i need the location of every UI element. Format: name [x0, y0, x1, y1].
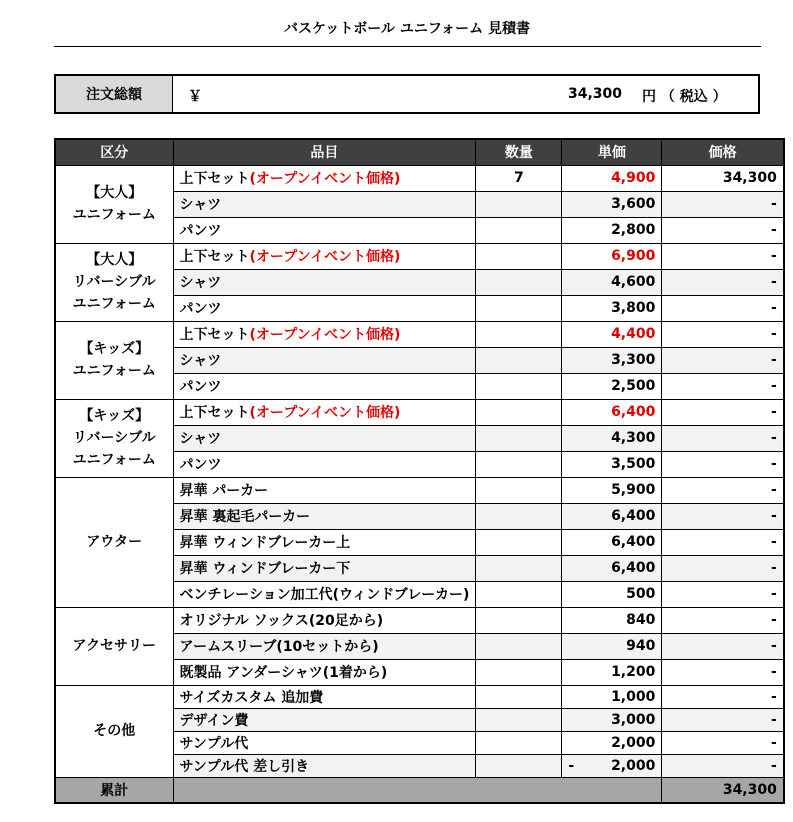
category-cell	[55, 321, 173, 399]
item-cell	[173, 659, 476, 685]
unit-price-cell	[562, 754, 662, 777]
item-name: 上下セット	[179, 249, 250, 265]
quantity-cell	[476, 191, 562, 217]
category-line: ユニフォーム	[72, 452, 156, 468]
page-title: バスケットボール ユニフォーム 見積書	[283, 21, 531, 37]
unit-price-cell: 6,400	[562, 399, 662, 425]
item-cell	[173, 477, 476, 503]
amount-cell: -	[662, 451, 784, 477]
table-row	[55, 243, 784, 269]
item-name: 既製品 アンダーシャツ(1着から)	[179, 665, 388, 681]
item-cell	[173, 607, 476, 633]
amount-cell: -	[662, 373, 784, 399]
unit-price-cell: 3,800	[562, 295, 662, 321]
amount-cell: -	[662, 243, 784, 269]
quantity-cell	[476, 451, 562, 477]
event-price-note: (オープンイベント価格)	[249, 249, 401, 265]
item-name: ベンチレーション加工代(ウィンドブレーカー)	[179, 587, 470, 603]
category-line: リバーシブル	[72, 430, 156, 446]
quantity-cell	[476, 347, 562, 373]
cumulative-total-label: 累計	[55, 777, 173, 803]
unit-price-cell: 940	[562, 633, 662, 659]
event-price-note: (オープンイベント価格)	[249, 327, 401, 343]
quantity-cell	[476, 708, 562, 731]
cumulative-total-row	[55, 777, 784, 803]
item-cell	[173, 321, 476, 347]
item-name: パンツ	[179, 379, 222, 395]
quantity-cell	[476, 754, 562, 777]
quote-table	[54, 138, 785, 804]
unit-price-cell: 2,500	[562, 373, 662, 399]
category-line: 【大人】	[86, 252, 143, 268]
category-cell	[55, 165, 173, 243]
table-row	[55, 399, 784, 425]
item-name: シャツ	[179, 431, 222, 447]
unit-price-cell: 3,300	[562, 347, 662, 373]
item-cell	[173, 373, 476, 399]
item-name: シャツ	[179, 353, 222, 369]
amount-cell: -	[662, 581, 784, 607]
item-name: サイズカスタム 追加費	[179, 689, 324, 706]
minus-sign: -	[568, 757, 575, 774]
order-total-unit: 円 （ 税込 ）	[642, 89, 727, 105]
category-line: その他	[93, 723, 136, 739]
amount-cell: -	[662, 529, 784, 555]
unit-price-cell: 2,000	[562, 731, 662, 754]
table-row	[55, 321, 784, 347]
quantity-cell	[476, 503, 562, 529]
header-quantity: 数量	[476, 139, 562, 165]
header-category: 区分	[55, 139, 173, 165]
quantity-cell	[476, 269, 562, 295]
category-cell	[55, 477, 173, 607]
quantity-cell	[476, 243, 562, 269]
amount-cell: -	[662, 269, 784, 295]
amount-cell: -	[662, 633, 784, 659]
item-cell	[173, 451, 476, 477]
item-name: シャツ	[179, 275, 222, 291]
item-name: サンプル代 差し引き	[179, 758, 310, 775]
amount-cell: -	[662, 425, 784, 451]
unit-price-cell: 6,400	[562, 503, 662, 529]
amount-cell: -	[662, 708, 784, 731]
amount-cell: -	[662, 555, 784, 581]
category-cell	[55, 685, 173, 777]
item-cell	[173, 685, 476, 708]
amount-cell: -	[662, 217, 784, 243]
amount-cell: -	[662, 399, 784, 425]
cumulative-total-spacer	[173, 777, 662, 803]
item-name: パンツ	[179, 457, 222, 473]
quantity-cell	[476, 607, 562, 633]
table-row	[55, 607, 784, 633]
item-name: 昇華 裏起毛パーカー	[179, 509, 311, 525]
item-cell	[173, 708, 476, 731]
amount-cell: -	[662, 503, 784, 529]
quantity-cell	[476, 217, 562, 243]
unit-price-cell: 1,000	[562, 685, 662, 708]
unit-price-cell: 840	[562, 607, 662, 633]
item-name: シャツ	[179, 197, 222, 213]
quantity-cell	[476, 555, 562, 581]
item-name: パンツ	[179, 223, 222, 239]
unit-price-cell: 500	[562, 581, 662, 607]
category-line: 【大人】	[86, 185, 143, 201]
category-line: ユニフォーム	[72, 363, 156, 379]
unit-price-cell: 4,600	[562, 269, 662, 295]
header-unit-price: 単価	[562, 139, 662, 165]
quantity-cell	[476, 399, 562, 425]
unit-price-cell: 5,900	[562, 477, 662, 503]
unit-price-cell: 6,400	[562, 529, 662, 555]
header-item: 品目	[173, 139, 476, 165]
item-name: 上下セット	[179, 327, 250, 343]
category-line: リバーシブル	[72, 274, 156, 290]
quantity-cell	[476, 477, 562, 503]
item-name: 昇華 パーカー	[179, 483, 269, 499]
yen-symbol: ￥	[188, 89, 202, 105]
amount-cell: 34,300	[662, 165, 784, 191]
category-line: 【キッズ】	[79, 341, 150, 357]
table-header-row	[55, 139, 784, 165]
item-name: パンツ	[179, 301, 222, 317]
category-cell	[55, 399, 173, 477]
amount-cell: -	[662, 347, 784, 373]
item-cell	[173, 581, 476, 607]
item-cell	[173, 243, 476, 269]
unit-price-value: 2,000	[611, 757, 656, 774]
item-cell	[173, 217, 476, 243]
amount-cell: -	[662, 607, 784, 633]
order-total-label: 注文総額	[56, 76, 173, 112]
header-amount: 価格	[662, 139, 784, 165]
unit-price-cell: 1,200	[562, 659, 662, 685]
table-row	[55, 477, 784, 503]
unit-price-cell: 3,600	[562, 191, 662, 217]
cumulative-total-amount: 34,300	[662, 777, 784, 803]
unit-price-cell: 3,500	[562, 451, 662, 477]
item-cell	[173, 165, 476, 191]
amount-cell: -	[662, 754, 784, 777]
category-cell	[55, 607, 173, 685]
title-underline	[54, 46, 761, 47]
item-name: オリジナル ソックス(20足から)	[179, 613, 384, 629]
unit-price-cell: 4,900	[562, 165, 662, 191]
item-name: 昇華 ウィンドブレーカー下	[179, 561, 351, 577]
quantity-cell	[476, 633, 562, 659]
amount-cell: -	[662, 477, 784, 503]
order-total-box	[54, 74, 760, 114]
item-name: アームスリーブ(10セットから)	[179, 639, 379, 655]
event-price-note: (オープンイベント価格)	[249, 405, 401, 421]
item-cell	[173, 399, 476, 425]
category-cell	[55, 243, 173, 321]
amount-cell: -	[662, 685, 784, 708]
unit-price-cell: 4,300	[562, 425, 662, 451]
category-line: アウター	[86, 534, 143, 550]
event-price-note: (オープンイベント価格)	[249, 171, 401, 187]
item-cell	[173, 269, 476, 295]
unit-price-cell: 6,400	[562, 555, 662, 581]
amount-cell: -	[662, 191, 784, 217]
quantity-cell	[476, 295, 562, 321]
amount-cell: -	[662, 295, 784, 321]
amount-cell: -	[662, 659, 784, 685]
unit-price-cell: 6,900	[562, 243, 662, 269]
item-name: 上下セット	[179, 405, 250, 421]
quote-table-body	[55, 165, 784, 803]
quantity-cell	[476, 425, 562, 451]
category-line: 【キッズ】	[79, 408, 150, 424]
item-cell	[173, 529, 476, 555]
item-cell	[173, 555, 476, 581]
item-name: 上下セット	[179, 171, 250, 187]
item-cell	[173, 633, 476, 659]
quantity-cell	[476, 685, 562, 708]
quantity-cell	[476, 321, 562, 347]
unit-price-cell: 3,000	[562, 708, 662, 731]
amount-cell: -	[662, 731, 784, 754]
quantity-cell	[476, 373, 562, 399]
item-name: 昇華 ウィンドブレーカー上	[179, 535, 351, 551]
amount-cell: -	[662, 321, 784, 347]
item-cell	[173, 754, 476, 777]
item-cell	[173, 425, 476, 451]
item-cell	[173, 347, 476, 373]
unit-price-cell: 2,800	[562, 217, 662, 243]
item-cell	[173, 295, 476, 321]
unit-price-cell: 4,400	[562, 321, 662, 347]
quantity-cell	[476, 731, 562, 754]
item-name: サンプル代	[179, 735, 249, 752]
order-total-amount: 34,300	[568, 86, 623, 102]
category-line: アクセサリー	[72, 638, 157, 654]
quantity-cell	[476, 659, 562, 685]
table-row	[55, 685, 784, 708]
quantity-cell	[476, 581, 562, 607]
category-line: ユニフォーム	[72, 296, 156, 312]
item-name: デザイン費	[179, 712, 249, 729]
item-cell	[173, 191, 476, 217]
table-row	[55, 165, 784, 191]
category-line: ユニフォーム	[72, 207, 156, 223]
quantity-cell	[476, 529, 562, 555]
quantity-cell: 7	[476, 165, 562, 191]
item-cell	[173, 503, 476, 529]
item-cell	[173, 731, 476, 754]
